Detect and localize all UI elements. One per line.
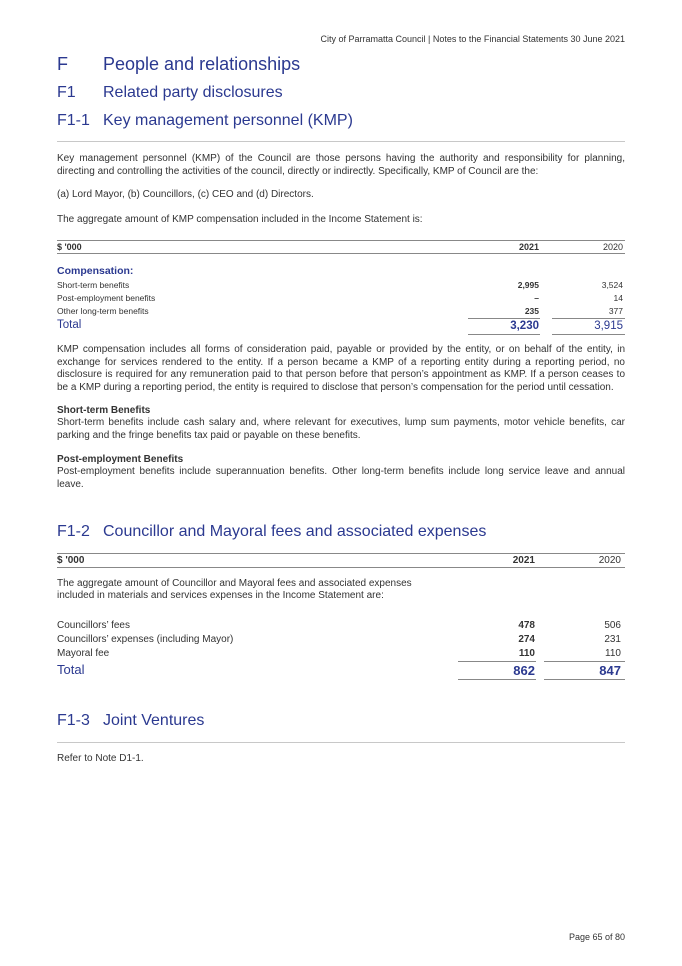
compensation-label: Compensation: <box>57 265 134 277</box>
total-value-2020: 847 <box>599 663 621 678</box>
fees-total-rule-2021 <box>458 679 536 680</box>
kmp-col-2021: 2021 <box>518 242 539 252</box>
total-value-2020: 3,915 <box>594 320 623 332</box>
kmp-table-unit: $ '000 <box>57 242 82 252</box>
table-row <box>57 634 625 647</box>
row-value-2020: 3,524 <box>601 280 623 290</box>
row-value-2020: 110 <box>605 648 621 659</box>
f1-2-number: F1-2 <box>57 523 90 540</box>
fees-col-2021: 2021 <box>512 555 535 566</box>
f1-1-divider <box>57 141 625 142</box>
post-employment-heading: Post-employment Benefits <box>57 454 184 465</box>
f1-2-title: Councillor and Mayoral fees and associated expenses <box>103 523 487 540</box>
f1-3-title: Joint Ventures <box>103 712 205 729</box>
kmp-definition: Key management personnel (KMP) of the Council are those persons having the authority and responsibility for planning, directing and controlling the activities of the council, directly or indirectly. Specifically, KMP of Council are the: <box>57 153 625 177</box>
total-value-2021: 3,230 <box>510 320 539 332</box>
row-value-2021: 110 <box>518 648 535 659</box>
fees-col-2020: 2020 <box>598 555 621 566</box>
table-row <box>57 306 625 318</box>
fees-total-row <box>57 662 625 679</box>
total-value-2021: 862 <box>513 663 535 678</box>
row-label: Short-term benefits <box>57 280 130 290</box>
running-header: City of Parramatta Council | Notes to the Financial Statements 30 June 2021 <box>320 34 625 44</box>
fees-table-header <box>57 553 625 568</box>
kmp-total-row <box>57 319 625 333</box>
row-value-2021: 274 <box>518 634 535 645</box>
kmp-list: (a) Lord Mayor, (b) Councillors, (c) CEO and (d) Directors. <box>57 189 314 200</box>
table-row <box>57 293 625 305</box>
short-term-text: Short-term benefits include cash salary and, where relevant for executives, lump sum payments, motor vehicle benefits, car parking and the fringe benefits tax paid or payable on these benefits. <box>57 417 625 441</box>
section-letter: F <box>57 54 68 74</box>
f1-3-number: F1-3 <box>57 712 90 729</box>
f1-title: Related party disclosures <box>103 84 283 101</box>
joint-ventures-reference: Refer to Note D1-1. <box>57 753 144 764</box>
fees-table-unit: $ '000 <box>57 555 85 566</box>
table-row <box>57 648 625 661</box>
total-rule-2020 <box>552 334 625 335</box>
row-label: Post-employment benefits <box>57 293 156 303</box>
fees-total-rule-2020 <box>544 679 625 680</box>
kmp-compensation-note: KMP compensation includes all forms of consideration paid, payable or provided by the entity, or on behalf of the entity, in exchange for services rendered to the entity. If a person became a KMP of a reporting entity during a reporting period, no disclosure is required for any remuneration paid to that person before that person’s appointment as KMP. If a person ceases to be a KMP during a reporting period, the entity is required to disclose that person’s compensation for the period until cessation. <box>57 344 625 393</box>
row-value-2020: 377 <box>608 306 623 316</box>
kmp-col-2020: 2020 <box>602 242 623 252</box>
short-term-heading: Short-term Benefits <box>57 405 151 416</box>
fees-intro-line-1: The aggregate amount of Councillor and Mayoral fees and associated expenses <box>57 578 412 589</box>
total-rule-2021 <box>468 334 540 335</box>
kmp-aggregate-intro: The aggregate amount of KMP compensation included in the Income Statement is: <box>57 214 423 225</box>
row-label: Other long-term benefits <box>57 306 149 316</box>
kmp-table-header <box>57 240 625 254</box>
section-title: People and relationships <box>103 54 301 74</box>
table-row <box>57 620 625 633</box>
row-value-2020: 506 <box>604 620 621 631</box>
row-value-2021: 235 <box>524 306 539 316</box>
row-value-2020: 231 <box>604 634 621 645</box>
row-value-2021: 2,995 <box>517 280 539 290</box>
fees-intro-line-2: included in materials and services expenses in the Income Statement are: <box>57 590 384 601</box>
row-value-2020: 14 <box>613 293 623 303</box>
row-label: Councillors’ expenses (including Mayor) <box>57 634 234 645</box>
post-employment-text: Post-employment benefits include superannuation benefits. Other long-term benefits include long service leave and annual leave. <box>57 466 625 490</box>
row-value-2021: – <box>534 293 539 303</box>
f1-number: F1 <box>57 84 76 101</box>
row-value-2021: 478 <box>518 620 535 631</box>
f1-1-number: F1-1 <box>57 112 90 129</box>
total-label: Total <box>57 662 85 677</box>
table-row <box>57 280 625 292</box>
page-number: Page 65 of 80 <box>568 932 625 942</box>
f1-3-divider <box>57 742 625 743</box>
f1-1-title: Key management personnel (KMP) <box>103 112 353 129</box>
row-label: Mayoral fee <box>57 648 110 659</box>
row-label: Councillors’ fees <box>57 620 130 631</box>
total-label: Total <box>57 319 82 331</box>
